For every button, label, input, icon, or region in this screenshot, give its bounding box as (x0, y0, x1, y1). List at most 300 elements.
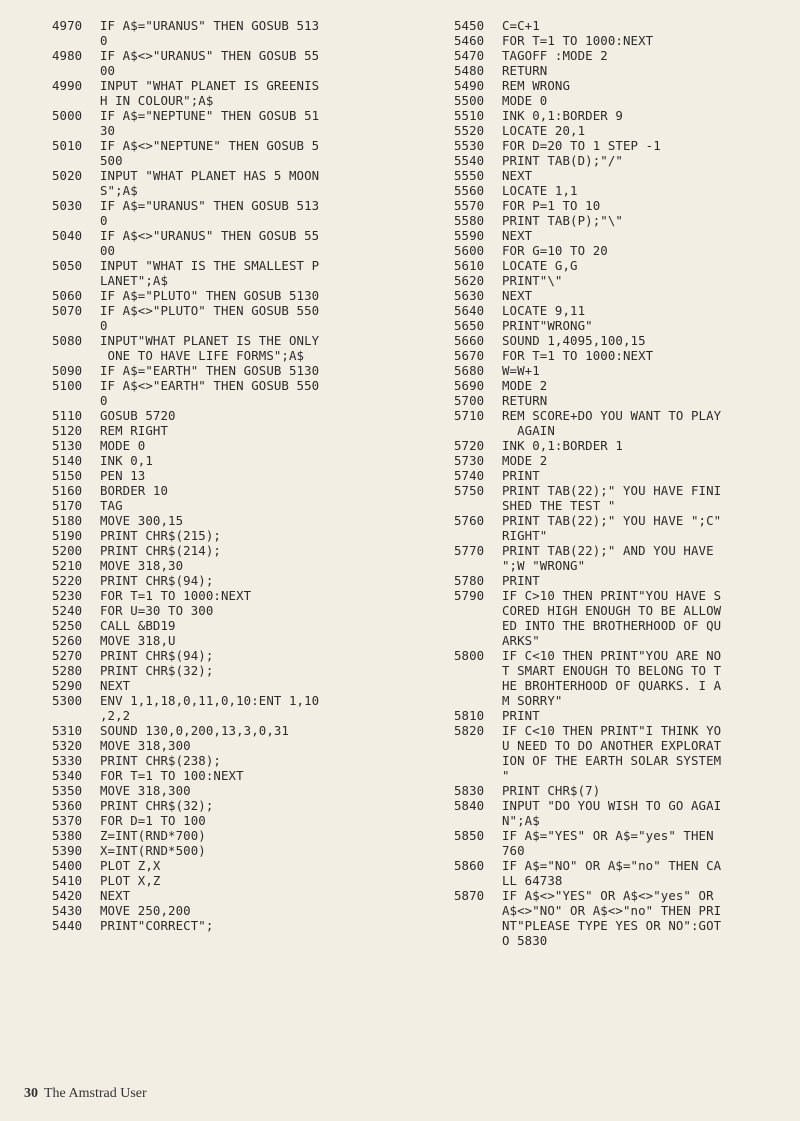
line-number: 5680 (454, 363, 485, 378)
code-text: 0 (100, 318, 108, 333)
line-number: 5360 (52, 798, 83, 813)
code-text: INK 0,1 (100, 453, 153, 468)
code-line (454, 873, 784, 888)
page-footer (24, 1086, 147, 1102)
line-number: 5380 (52, 828, 83, 843)
code-text: INK 0,1:BORDER 1 (502, 438, 623, 453)
code-text: PRINT TAB(22);" YOU HAVE ";C" (502, 513, 722, 528)
code-line (52, 903, 392, 918)
code-line (454, 243, 784, 258)
code-text: PEN 13 (100, 468, 146, 483)
line-number: 5840 (454, 798, 485, 813)
code-line (52, 93, 392, 108)
line-number: 5080 (52, 333, 83, 348)
code-text: " (502, 768, 510, 783)
code-text: LOCATE 1,1 (502, 183, 578, 198)
code-line (454, 273, 784, 288)
code-line (52, 183, 392, 198)
line-number: 5110 (52, 408, 83, 423)
code-line (52, 243, 392, 258)
code-text: INPUT"WHAT PLANET IS THE ONLY (100, 333, 320, 348)
code-line (52, 708, 392, 723)
code-text: ENV 1,1,18,0,11,0,10:ENT 1,10 (100, 693, 320, 708)
line-number: 5790 (454, 588, 485, 603)
code-text: MODE 2 (502, 453, 548, 468)
line-number: 5810 (454, 708, 485, 723)
code-line (454, 843, 784, 858)
line-number: 4990 (52, 78, 83, 93)
code-text: IF A$<>"PLUTO" THEN GOSUB 550 (100, 303, 320, 318)
code-line (454, 18, 784, 33)
code-text: LOCATE 20,1 (502, 123, 586, 138)
line-number: 5090 (52, 363, 83, 378)
code-text: PRINT (502, 468, 540, 483)
code-text: FOR D=20 TO 1 STEP -1 (502, 138, 661, 153)
code-line (52, 213, 392, 228)
code-text: MOVE 318,300 (100, 783, 191, 798)
line-number: 5230 (52, 588, 83, 603)
code-text: 0 (100, 213, 108, 228)
code-line (454, 648, 784, 663)
code-text: NEXT (502, 168, 533, 183)
code-line (454, 153, 784, 168)
line-number: 5120 (52, 423, 83, 438)
code-text: ,2,2 (100, 708, 131, 723)
line-number: 5400 (52, 858, 83, 873)
code-text: IF C<10 THEN PRINT"YOU ARE NO (502, 648, 722, 663)
code-text: BORDER 10 (100, 483, 169, 498)
code-line (454, 468, 784, 483)
code-line (454, 483, 784, 498)
code-text: PRINT"WRONG" (502, 318, 593, 333)
line-number: 5800 (454, 648, 485, 663)
line-number: 5710 (454, 408, 485, 423)
code-line (454, 333, 784, 348)
code-line (52, 363, 392, 378)
code-line (52, 138, 392, 153)
code-text: IF A$<>"URANUS" THEN GOSUB 55 (100, 48, 320, 63)
code-line (52, 723, 392, 738)
code-text: INPUT "WHAT PLANET HAS 5 MOON (100, 168, 320, 183)
code-text: O 5830 (502, 933, 548, 948)
code-line (52, 378, 392, 393)
code-text: RETURN (502, 63, 548, 78)
code-line (52, 483, 392, 498)
line-number: 5150 (52, 468, 83, 483)
line-number: 5040 (52, 228, 83, 243)
code-line (454, 93, 784, 108)
line-number: 5820 (454, 723, 485, 738)
code-line (52, 423, 392, 438)
line-number: 5870 (454, 888, 485, 903)
code-line (454, 123, 784, 138)
code-line (52, 783, 392, 798)
line-number: 5060 (52, 288, 83, 303)
code-line (454, 303, 784, 318)
code-text: IF A$="NO" OR A$="no" THEN CA (502, 858, 722, 873)
line-number: 5210 (52, 558, 83, 573)
code-line (52, 348, 392, 363)
line-number: 5490 (454, 78, 485, 93)
code-text: MODE 0 (502, 93, 548, 108)
code-line (52, 468, 392, 483)
line-number: 5630 (454, 288, 485, 303)
code-text: PRINT CHR$(94); (100, 573, 214, 588)
code-line (454, 393, 784, 408)
code-text: A$<>"NO" OR A$<>"no" THEN PRI (502, 903, 722, 918)
code-line (52, 828, 392, 843)
line-number: 5020 (52, 168, 83, 183)
line-number: 5250 (52, 618, 83, 633)
code-text: IF A$="URANUS" THEN GOSUB 513 (100, 18, 320, 33)
code-line (454, 543, 784, 558)
line-number: 5610 (454, 258, 485, 273)
code-line (454, 783, 784, 798)
line-number: 4970 (52, 18, 83, 33)
code-text: IF A$="URANUS" THEN GOSUB 513 (100, 198, 320, 213)
code-line (454, 558, 784, 573)
code-text: RIGHT" (502, 528, 548, 543)
code-text: MODE 2 (502, 378, 548, 393)
code-text: X=INT(RND*500) (100, 843, 206, 858)
line-number: 5650 (454, 318, 485, 333)
line-number: 5850 (454, 828, 485, 843)
code-text: FOR T=1 TO 1000:NEXT (502, 33, 654, 48)
line-number: 5190 (52, 528, 83, 543)
code-line (52, 528, 392, 543)
line-number: 5860 (454, 858, 485, 873)
code-line (52, 918, 392, 933)
code-line (52, 813, 392, 828)
code-text: 0 (100, 33, 108, 48)
code-text: PLOT Z,X (100, 858, 161, 873)
code-line (52, 48, 392, 63)
code-text: FOR T=1 TO 1000:NEXT (100, 588, 252, 603)
code-text: MOVE 318,30 (100, 558, 184, 573)
line-number: 5220 (52, 573, 83, 588)
code-text: PRINT TAB(22);" YOU HAVE FINI (502, 483, 722, 498)
line-number: 5410 (52, 873, 83, 888)
code-text: LL 64738 (502, 873, 563, 888)
code-text: T SMART ENOUGH TO BELONG TO T (502, 663, 722, 678)
line-number: 5750 (454, 483, 485, 498)
code-text: INPUT "DO YOU WISH TO GO AGAI (502, 798, 722, 813)
code-text: GOSUB 5720 (100, 408, 176, 423)
code-line (52, 108, 392, 123)
code-text: INPUT "WHAT IS THE SMALLEST P (100, 258, 320, 273)
line-number: 5450 (454, 18, 485, 33)
line-number: 5280 (52, 663, 83, 678)
line-number: 5130 (52, 438, 83, 453)
code-line (52, 798, 392, 813)
code-text: REM RIGHT (100, 423, 169, 438)
code-text: PRINT"CORRECT"; (100, 918, 214, 933)
code-text: INK 0,1:BORDER 9 (502, 108, 623, 123)
line-number: 5470 (454, 48, 485, 63)
code-text: ED INTO THE BROTHERHOOD OF QU (502, 618, 722, 633)
code-text: PLOT X,Z (100, 873, 161, 888)
code-text: SHED THE TEST " (502, 498, 616, 513)
code-text: NEXT (502, 288, 533, 303)
code-line (454, 183, 784, 198)
code-text: 30 (100, 123, 116, 138)
code-line (52, 408, 392, 423)
code-line (454, 513, 784, 528)
line-number: 5340 (52, 768, 83, 783)
line-number: 5180 (52, 513, 83, 528)
line-number: 5830 (454, 783, 485, 798)
code-text: PRINT (502, 708, 540, 723)
line-number: 5170 (52, 498, 83, 513)
code-text: C=C+1 (502, 18, 540, 33)
line-number: 5320 (52, 738, 83, 753)
code-line (454, 48, 784, 63)
code-text: FOR T=1 TO 100:NEXT (100, 768, 244, 783)
line-number: 5510 (454, 108, 485, 123)
code-text: PRINT CHR$(7) (502, 783, 601, 798)
line-number: 5670 (454, 348, 485, 363)
code-line (454, 678, 784, 693)
code-line (454, 828, 784, 843)
line-number: 5350 (52, 783, 83, 798)
line-number: 5310 (52, 723, 83, 738)
line-number: 5000 (52, 108, 83, 123)
code-text: CORED HIGH ENOUGH TO BE ALLOW (502, 603, 722, 618)
code-text: TAG (100, 498, 123, 513)
code-line (454, 858, 784, 873)
code-text: PRINT CHR$(214); (100, 543, 221, 558)
code-line (52, 168, 392, 183)
code-text: IF A$="YES" OR A$="yes" THEN (502, 828, 714, 843)
line-number: 5550 (454, 168, 485, 183)
code-line (454, 753, 784, 768)
code-line (454, 738, 784, 753)
code-text: LOCATE G,G (502, 258, 578, 273)
code-text: W=W+1 (502, 363, 540, 378)
code-text: FOR G=10 TO 20 (502, 243, 608, 258)
code-text: FOR D=1 TO 100 (100, 813, 206, 828)
line-number: 5300 (52, 693, 83, 708)
code-text: IF C>10 THEN PRINT"YOU HAVE S (502, 588, 722, 603)
code-line (454, 633, 784, 648)
code-line (454, 813, 784, 828)
line-number: 5010 (52, 138, 83, 153)
line-number: 5390 (52, 843, 83, 858)
code-text: FOR P=1 TO 10 (502, 198, 601, 213)
code-text: SOUND 130,0,200,13,3,0,31 (100, 723, 289, 738)
code-text: NT"PLEASE TYPE YES OR NO":GOT (502, 918, 722, 933)
code-line (454, 903, 784, 918)
code-text: RETURN (502, 393, 548, 408)
code-line (52, 603, 392, 618)
code-line (454, 768, 784, 783)
line-number: 5740 (454, 468, 485, 483)
code-line (52, 873, 392, 888)
line-number: 5370 (52, 813, 83, 828)
code-line (454, 708, 784, 723)
line-number: 5520 (454, 123, 485, 138)
code-line (454, 378, 784, 393)
code-text: PRINT CHR$(32); (100, 798, 214, 813)
code-line (454, 198, 784, 213)
code-line (454, 693, 784, 708)
line-number: 5200 (52, 543, 83, 558)
code-text: NEXT (100, 888, 131, 903)
code-line (52, 198, 392, 213)
code-line (52, 678, 392, 693)
page-number: 30 (24, 1086, 38, 1101)
code-line (454, 573, 784, 588)
code-line (52, 543, 392, 558)
code-line (52, 693, 392, 708)
code-text: MOVE 250,200 (100, 903, 191, 918)
line-number: 5100 (52, 378, 83, 393)
code-line (454, 618, 784, 633)
code-text: PRINT"\" (502, 273, 563, 288)
code-line (52, 618, 392, 633)
code-text: MODE 0 (100, 438, 146, 453)
line-number: 5460 (454, 33, 485, 48)
code-line (52, 633, 392, 648)
line-number: 5760 (454, 513, 485, 528)
code-text: IF A$<>"YES" OR A$<>"yes" OR (502, 888, 714, 903)
code-text: IF A$="EARTH" THEN GOSUB 5130 (100, 363, 320, 378)
line-number: 5030 (52, 198, 83, 213)
code-text: ARKS" (502, 633, 540, 648)
code-line (52, 843, 392, 858)
code-text: ONE TO HAVE LIFE FORMS";A$ (100, 348, 305, 363)
code-text: IF A$<>"NEPTUNE" THEN GOSUB 5 (100, 138, 320, 153)
line-number: 5570 (454, 198, 485, 213)
line-number: 5050 (52, 258, 83, 273)
code-line (52, 558, 392, 573)
line-number: 5500 (454, 93, 485, 108)
code-text: PRINT TAB(22);" AND YOU HAVE (502, 543, 714, 558)
code-text: 500 (100, 153, 123, 168)
line-number: 5140 (52, 453, 83, 468)
code-text: REM SCORE+DO YOU WANT TO PLAY (502, 408, 722, 423)
code-line (454, 723, 784, 738)
code-line (454, 528, 784, 543)
line-number: 5780 (454, 573, 485, 588)
code-line (52, 123, 392, 138)
line-number: 5240 (52, 603, 83, 618)
code-line (52, 888, 392, 903)
code-line (52, 663, 392, 678)
code-line (52, 78, 392, 93)
code-text: FOR U=30 TO 300 (100, 603, 214, 618)
code-text: LANET";A$ (100, 273, 169, 288)
code-text: PRINT CHR$(32); (100, 663, 214, 678)
code-line (454, 408, 784, 423)
code-text: PRINT TAB(P);"\" (502, 213, 623, 228)
code-line (454, 213, 784, 228)
line-number: 5770 (454, 543, 485, 558)
line-number: 5480 (454, 63, 485, 78)
code-line (454, 63, 784, 78)
code-line (52, 303, 392, 318)
code-text: TAGOFF :MODE 2 (502, 48, 608, 63)
code-text: Z=INT(RND*700) (100, 828, 206, 843)
code-text: PRINT CHR$(94); (100, 648, 214, 663)
code-line (52, 63, 392, 78)
code-line (52, 738, 392, 753)
code-text: 0 (100, 393, 108, 408)
code-line (52, 393, 392, 408)
line-number: 5260 (52, 633, 83, 648)
code-text: 00 (100, 243, 116, 258)
code-text: MOVE 318,300 (100, 738, 191, 753)
line-number: 5540 (454, 153, 485, 168)
code-line (454, 168, 784, 183)
code-line (52, 273, 392, 288)
line-number: 5720 (454, 438, 485, 453)
code-line (52, 33, 392, 48)
line-number: 5430 (52, 903, 83, 918)
code-text: PRINT CHR$(238); (100, 753, 221, 768)
code-line (454, 138, 784, 153)
code-text: LOCATE 9,11 (502, 303, 586, 318)
code-text: IF A$<>"URANUS" THEN GOSUB 55 (100, 228, 320, 243)
code-text: PRINT CHR$(215); (100, 528, 221, 543)
code-text: ";W "WRONG" (502, 558, 586, 573)
code-text: SOUND 1,4095,100,15 (502, 333, 646, 348)
code-listing-left-column (52, 18, 392, 933)
code-line (52, 18, 392, 33)
code-line (454, 423, 784, 438)
code-text: MOVE 318,U (100, 633, 176, 648)
code-line (454, 603, 784, 618)
code-text: PRINT TAB(D);"/" (502, 153, 623, 168)
code-line (454, 348, 784, 363)
code-line (454, 588, 784, 603)
code-line (52, 573, 392, 588)
code-text: PRINT (502, 573, 540, 588)
code-text: IF A$<>"EARTH" THEN GOSUB 550 (100, 378, 320, 393)
line-number: 5070 (52, 303, 83, 318)
code-line (454, 258, 784, 273)
line-number: 5640 (454, 303, 485, 318)
code-text: IF A$="PLUTO" THEN GOSUB 5130 (100, 288, 320, 303)
code-line (52, 258, 392, 273)
code-line (454, 33, 784, 48)
line-number: 5600 (454, 243, 485, 258)
code-line (454, 453, 784, 468)
code-listing-right-column (454, 18, 784, 948)
code-line (52, 753, 392, 768)
code-line (454, 918, 784, 933)
code-text: 00 (100, 63, 116, 78)
code-line (454, 78, 784, 93)
code-text: 760 (502, 843, 525, 858)
code-line (52, 288, 392, 303)
code-line (52, 588, 392, 603)
code-text: CALL &BD19 (100, 618, 176, 633)
code-line (52, 438, 392, 453)
publication-name: The Amstrad User (44, 1086, 147, 1101)
line-number: 5560 (454, 183, 485, 198)
code-line (454, 288, 784, 303)
line-number: 5270 (52, 648, 83, 663)
code-line (454, 663, 784, 678)
code-line (52, 153, 392, 168)
code-text: M SORRY" (502, 693, 563, 708)
line-number: 5530 (454, 138, 485, 153)
line-number: 5160 (52, 483, 83, 498)
code-text: FOR T=1 TO 1000:NEXT (502, 348, 654, 363)
code-line (454, 318, 784, 333)
code-text: N";A$ (502, 813, 540, 828)
